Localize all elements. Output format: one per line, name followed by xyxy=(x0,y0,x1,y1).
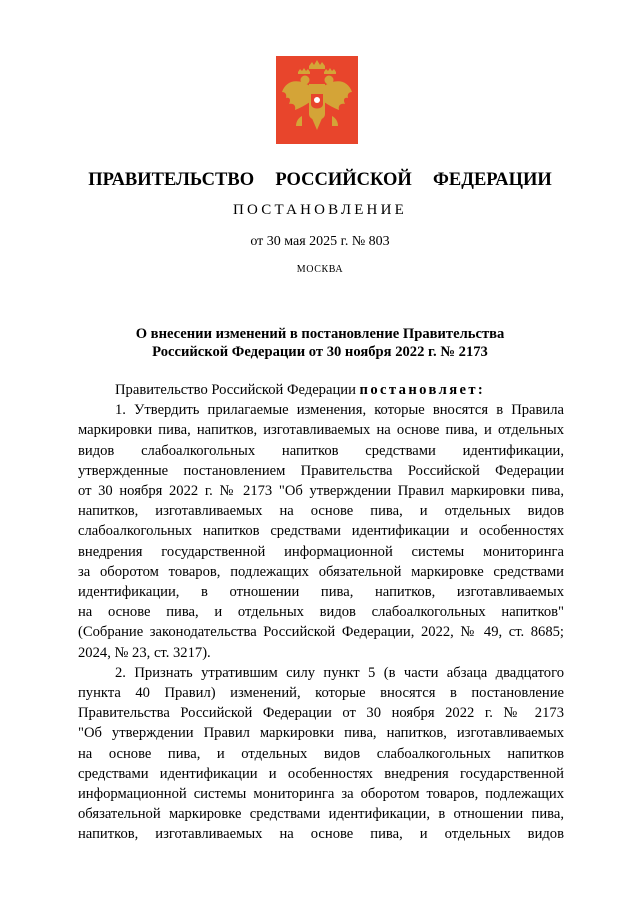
item-2-line: на основе пива, и отдельных видов слабоалкогольных напитков xyxy=(78,745,564,762)
item-2-line: обязательной маркировке средствами идентификации, в отношении пива, xyxy=(78,806,564,823)
item-1-line: утвержденные постановлением Правительства Российской Федерации xyxy=(78,462,564,479)
item-1-line: (Собрание законодательства Российской Федерации, 2022, № 49, ст. 8685; xyxy=(78,624,564,641)
item-1-line: от 30 ноября 2022 г. № 2173 "Об утверждении Правил маркировки пива, xyxy=(78,483,564,500)
item-1-line: 2024, № 23, ст. 3217). xyxy=(78,644,211,661)
item-1-line: напитков, изготавливаемых на основе пива, и отдельных видов xyxy=(78,503,564,520)
item-2-line: Правительства Российской Федерации от 30 ноября 2022 г. № 2173 xyxy=(78,705,564,722)
document-subject xyxy=(100,325,540,361)
item-2-line: средствами идентификации и особенностях внедрения государственной xyxy=(78,765,564,782)
item-1-line: слабоалкогольных напитков средствами идентификации и особенностях xyxy=(78,523,564,540)
item-2 xyxy=(78,663,564,845)
preamble-text: Правительство Российской Федерации xyxy=(115,382,360,398)
preamble xyxy=(78,380,564,400)
coat-of-arms-icon xyxy=(276,56,358,144)
item-1-line: маркировки пива, напитков, изготавливаемых на основе пива, и отдельных xyxy=(78,422,564,439)
document-body xyxy=(78,380,564,845)
item-2-line: пункта 40 Правил) изменений, которые вносятся в постановление xyxy=(78,685,564,702)
item-2-line: "Об утверждении Правил маркировки пива, напитков, изготавливаемых xyxy=(78,725,564,742)
document-date-number: от 30 мая 2025 г. № 803 xyxy=(250,234,390,249)
item-1-line: на основе пива, и отдельных видов слабоалкогольных напитков" xyxy=(78,604,564,621)
item-2-line: напитков, изготавливаемых на основе пива, и отдельных видов xyxy=(78,826,564,843)
item-2-line: 2. Признать утратившим силу пункт 5 (в части абзаца двадцатого xyxy=(115,664,564,681)
item-1-line: внедрения государственной информационной системы мониторинга xyxy=(78,543,564,560)
item-1-line: 1. Утвердить прилагаемые изменения, которые вносятся в Правила xyxy=(115,402,564,419)
subject-line-1: О внесении изменений в постановление Правительства xyxy=(135,326,505,342)
item-1-line: видов слабоалкогольных напитков средствами идентификации, xyxy=(78,442,564,459)
document-city: МОСКВА xyxy=(296,264,344,275)
government-name: ПРАВИТЕЛЬСТВО РОССИЙСКОЙ ФЕДЕРАЦИИ xyxy=(88,170,552,190)
subject-line-2: Российской Федерации от 30 ноября 2022 г. № 2173 xyxy=(152,344,488,360)
preamble-decree: постановляет: xyxy=(359,382,486,398)
item-1-line: идентификации, в отношении пива, напитков, изготавливаемых xyxy=(78,584,564,601)
document-type: ПОСТАНОВЛЕНИЕ xyxy=(233,202,407,218)
item-1-line: за оборотом товаров, подлежащих обязательной маркировке средствами xyxy=(78,563,564,580)
item-2-line: информационной системы мониторинга за оборотом товаров, подлежащих xyxy=(78,786,564,803)
item-1 xyxy=(78,400,564,663)
